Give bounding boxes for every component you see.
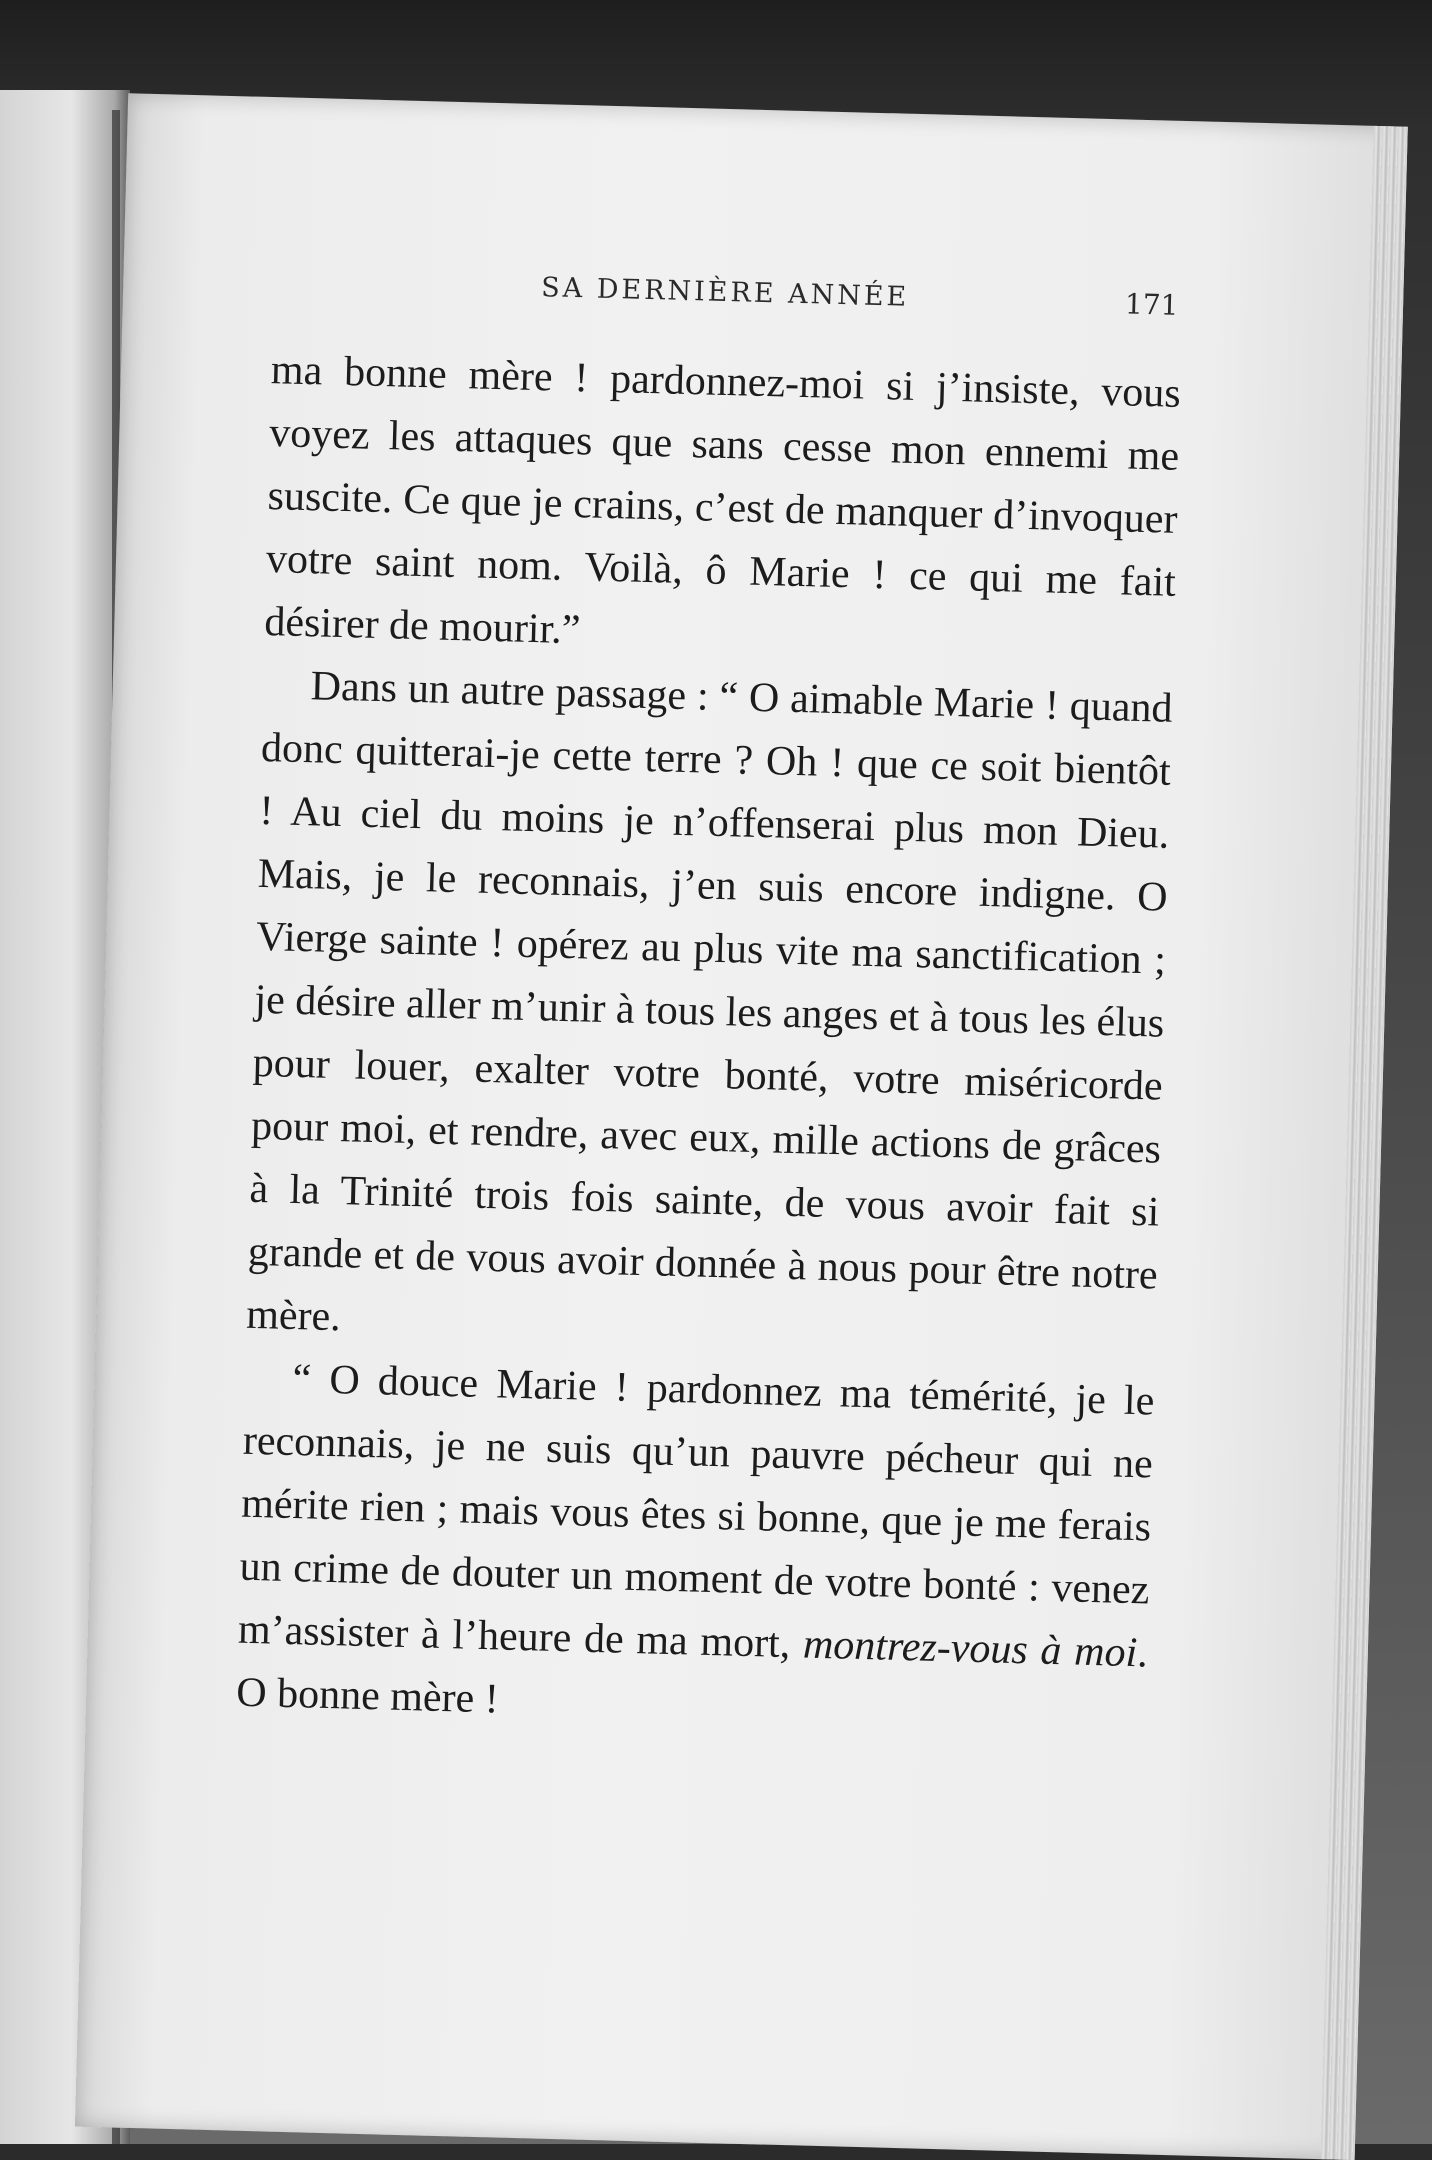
paragraph-text: . O bonne mère !	[235, 1630, 1149, 1723]
running-head-title: SA DERNIÈRE ANNÉE	[540, 272, 910, 313]
body-text	[236, 339, 1182, 1748]
page-number: 171	[1124, 287, 1179, 322]
italic-quote: montrez-vous à moi	[802, 1621, 1138, 1677]
paragraph: ma bonne mère ! pardonnez-moi si j’insiste, vous voyez les attaques que sans cesse mon ennemi me suscite. Ce que je crains, c’est de manquer d’invoquer votre saint nom. Voilà, ô Marie ! ce qui me fait désirer de mourir.”	[263, 347, 1182, 654]
paragraph-text: “ O douce Marie ! pardonnez ma témérité, je le reconnais, je ne suis qu’un pauvre pécheur qui ne mérite rien ; mais vous êtes si bonne, que je me ferais un crime de douter un moment de votre bonté : venez m’assister à l’heure de ma mort,	[237, 1355, 1155, 1668]
book-page	[75, 93, 1408, 2160]
paragraph	[236, 1347, 1156, 1749]
running-header	[123, 261, 1404, 334]
paragraph: Dans un autre passage : “ O aimable Marie ! quand donc quitterai-je cette terre ? Oh ! que ce soit bientôt ! Au ciel du moins je n’offenserai plus mon Dieu. Mais, je le reconnais, j’en suis encore indigne. O Vierge sainte ! opérez au plus vite ma sanctification ; je désire aller m’unir à tous les anges et à tous les élus pour louer, exalter votre bonté, votre miséricorde pour moi, et rendre, avec eux, mille actions de grâces à la Trinité trois fois sainte, de vous avoir fait si grande et de vous avoir donnée à nous pour être notre mère.	[245, 663, 1174, 1341]
